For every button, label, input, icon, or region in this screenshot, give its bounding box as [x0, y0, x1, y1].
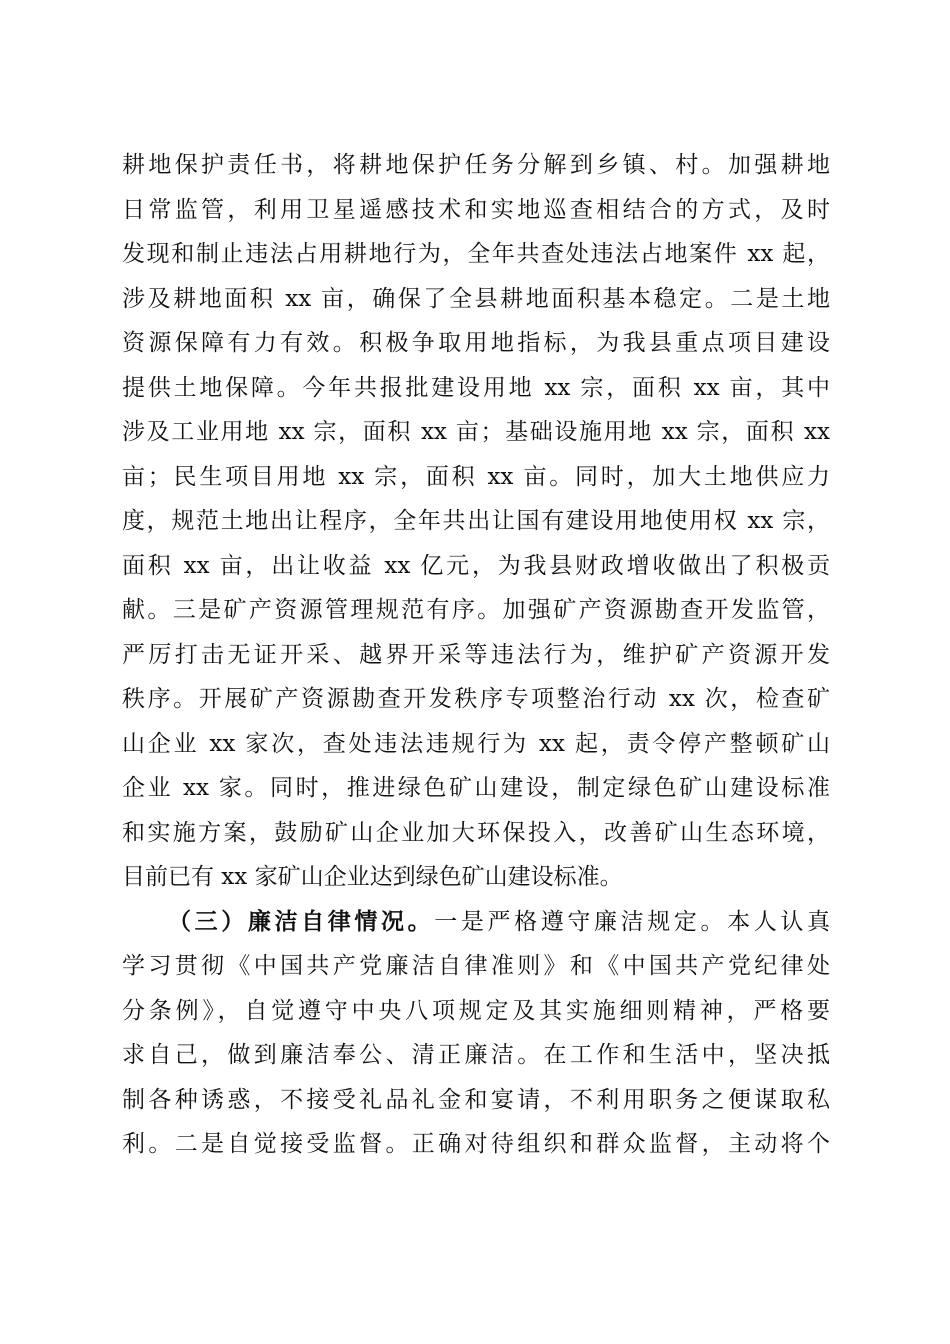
text-line-first — [122, 900, 830, 945]
text-line: 资源保障有力有效。积极争取用地指标，为我县重点项目建设 — [122, 330, 830, 356]
text-line: 目前已有 xx 家矿山企业达到绿色矿山建设标准。 — [122, 864, 623, 890]
document-body — [122, 143, 830, 1167]
text-line: 亩；民生项目用地 xx 宗，面积 xx 亩。同时，加大土地供应力 — [122, 463, 830, 490]
text-line: 耕地保护责任书，将耕地保护任务分解到乡镇、村。加强耕地 — [122, 152, 830, 178]
text-line: 学习贯彻《中国共产党廉洁自律准则》和《中国共产党纪律处 — [122, 953, 830, 979]
text-line: 分条例》，自觉遵守中央八项规定及其实施细则精神，严格要 — [122, 997, 830, 1024]
text-line: 秩序。开展矿产资源勘查开发秩序专项整治行动 xx 次，检查矿 — [122, 686, 830, 712]
text-line: 山企业 xx 家次，查处违法违规行为 xx 起，责令停产整顿矿山 — [122, 730, 830, 757]
text-line: 涉及耕地面积 xx 亩，确保了全县耕地面积基本稳定。二是土地 — [122, 285, 830, 312]
text-line: 求自己，做到廉洁奉公、清正廉洁。在工作和生活中，坚决抵 — [122, 1042, 830, 1068]
text-line: 利。二是自觉接受监督。正确对待组织和群众监督，主动将个 — [122, 1131, 830, 1157]
paragraph-integrity — [122, 900, 830, 1167]
text-line: 制各种诱惑，不接受礼品礼金和宴请，不利用职务之便谋取私 — [122, 1086, 830, 1113]
text-line: 涉及工业用地 xx 宗，面积 xx 亩；基础设施用地 xx 宗，面积 xx — [122, 419, 830, 445]
text-line: 发现和制止违法占用耕地行为，全年共查处违法占地案件 xx 起， — [122, 241, 830, 267]
text-line: 企业 xx 家。同时，推进绿色矿山建设，制定绿色矿山建设标准 — [122, 775, 830, 801]
text-line: 提供土地保障。今年共报批建设用地 xx 宗，面积 xx 亩，其中 — [122, 374, 830, 401]
text-line: 面积 xx 亩，出让收益 xx 亿元，为我县财政增收做出了积极贡 — [122, 552, 830, 579]
text-line: 度，规范土地出让程序，全年共出让国有建设用地使用权 xx 宗， — [122, 508, 830, 534]
text-line: 严厉打击无证开采、越界开采等违法行为，维护矿产资源开发 — [122, 641, 830, 668]
text-segment: 一是严格遵守廉洁规定。本人认真 — [434, 908, 830, 935]
section-heading: （三）廉洁自律情况。 — [168, 907, 435, 935]
paragraph-land-resources — [122, 143, 830, 900]
text-line: 日常监管，利用卫星遥感技术和实地巡查相结合的方式，及时 — [122, 196, 830, 223]
text-line: 和实施方案，鼓励矿山企业加大环保投入，改善矿山生态环境， — [122, 819, 830, 846]
text-line: 献。三是矿产资源管理规范有序。加强矿产资源勘查开发监管， — [122, 597, 830, 623]
